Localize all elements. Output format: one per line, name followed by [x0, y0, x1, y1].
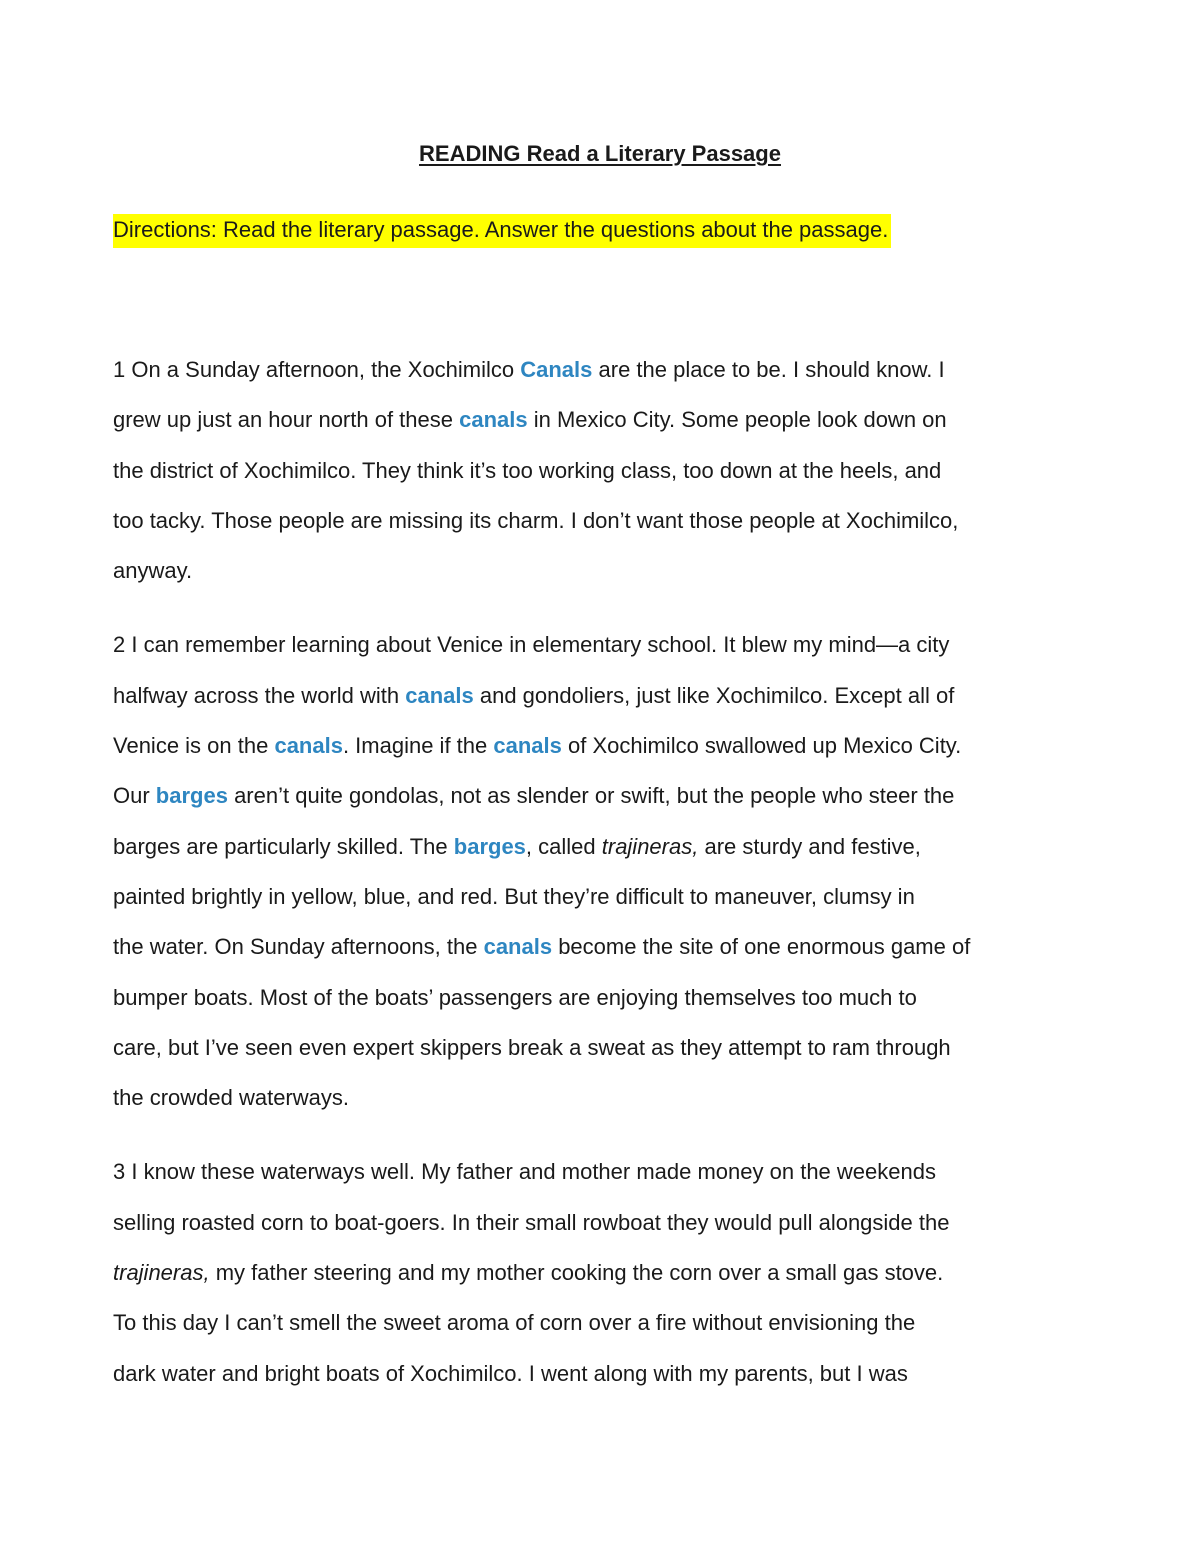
passage-line: [113, 1248, 1113, 1298]
text-segment: selling roasted corn to boat-goers. In their small rowboat they would pull alongside the: [113, 1209, 950, 1235]
passage-body: [113, 345, 1113, 1423]
text-segment: Venice is on the: [113, 733, 275, 759]
vocabulary-keyword: barges: [453, 833, 526, 859]
passage-line: [113, 446, 1113, 496]
passage-line: [113, 822, 1113, 872]
text-segment: the water. On Sunday afternoons, the: [113, 934, 484, 960]
passage-line: [113, 771, 1113, 821]
page-title: [0, 138, 1200, 170]
text-segment: bumper boats. Most of the boats’ passengers are enjoying themselves too much to: [113, 984, 917, 1010]
text-segment: the district of Xochimilco. They think it’s too working class, too down at the heels, and: [113, 457, 942, 483]
vocabulary-keyword: canals: [459, 407, 528, 433]
passage-line: [113, 345, 1113, 395]
vocabulary-keyword: Canals: [520, 357, 593, 382]
text-segment: . Imagine if the: [342, 733, 494, 759]
vocabulary-keyword: canals: [274, 733, 343, 759]
text-segment: in Mexico City. Some people look down on: [527, 407, 947, 433]
text-segment: become the site of one enormous game of: [552, 934, 971, 960]
text-segment: dark water and bright boats of Xochimilco. I went along with my parents, but I was: [113, 1360, 908, 1386]
text-segment: are sturdy and festive,: [698, 833, 921, 859]
text-segment: and gondoliers, just like Xochimilco. Except all of: [473, 682, 955, 708]
passage-line: [113, 395, 1113, 445]
text-segment: , called: [525, 833, 602, 859]
passage-line: [113, 1349, 1113, 1399]
text-segment: my father steering and my mother cooking the corn over a small gas stove.: [209, 1260, 944, 1286]
text-segment: aren’t quite gondolas, not as slender or swift, but the people who steer the: [227, 783, 955, 809]
passage-paragraph: [113, 620, 1113, 1123]
text-segment: barges are particularly skilled. The: [113, 833, 454, 859]
passage-line: [113, 496, 1113, 546]
passage-line: [113, 671, 1113, 721]
italic-term: trajineras,: [113, 1260, 210, 1286]
vocabulary-keyword: canals: [405, 682, 474, 708]
passage-line: [113, 1023, 1113, 1073]
passage-paragraph: [113, 345, 1113, 596]
passage-line: [113, 1073, 1113, 1123]
text-segment: 3 I know these waterways well. My father and mother made money on the weekends: [113, 1159, 936, 1185]
passage-line: [113, 546, 1113, 596]
text-segment: Our: [113, 783, 156, 809]
text-segment: anyway.: [113, 558, 193, 584]
text-segment: To this day I can’t smell the sweet aroma of corn over a fire without envisioning the: [113, 1310, 916, 1336]
passage-line: [113, 1298, 1113, 1348]
passage-line: [113, 922, 1113, 972]
text-segment: painted brightly in yellow, blue, and red. But they’re difficult to maneuver, clumsy in: [113, 883, 915, 909]
passage-line: [113, 620, 1113, 670]
vocabulary-keyword: canals: [483, 934, 553, 960]
text-segment: grew up just an hour north of these: [113, 407, 460, 433]
italic-term: trajineras,: [601, 833, 699, 859]
text-segment: 1 On a Sunday afternoon, the Xochimilco: [113, 357, 521, 382]
text-segment: care, but I’ve seen even expert skippers break a sweat as they attempt to ram through: [113, 1034, 951, 1060]
vocabulary-keyword: barges: [155, 783, 228, 809]
page-title-text: READING Read a Literary Passage: [419, 141, 781, 166]
passage-line: [113, 872, 1113, 922]
text-segment: of Xochimilco swallowed up Mexico City.: [561, 733, 962, 759]
passage-line: [113, 721, 1113, 771]
text-segment: are the place to be. I should know. I: [592, 357, 945, 382]
directions: [113, 213, 891, 247]
passage-paragraph: [113, 1147, 1113, 1398]
text-segment: halfway across the world with: [113, 682, 406, 708]
text-segment: the crowded waterways.: [113, 1085, 349, 1111]
text-segment: too tacky. Those people are missing its charm. I don’t want those people at Xochimilco,: [113, 507, 959, 533]
passage-line: [113, 973, 1113, 1023]
passage-line: [113, 1147, 1113, 1197]
passage-line: [113, 1198, 1113, 1248]
vocabulary-keyword: canals: [493, 733, 562, 759]
directions-text: Directions: Read the literary passage. Answer the questions about the passage.: [113, 214, 891, 248]
text-segment: 2 I can remember learning about Venice in elementary school. It blew my mind—a city: [113, 632, 950, 658]
